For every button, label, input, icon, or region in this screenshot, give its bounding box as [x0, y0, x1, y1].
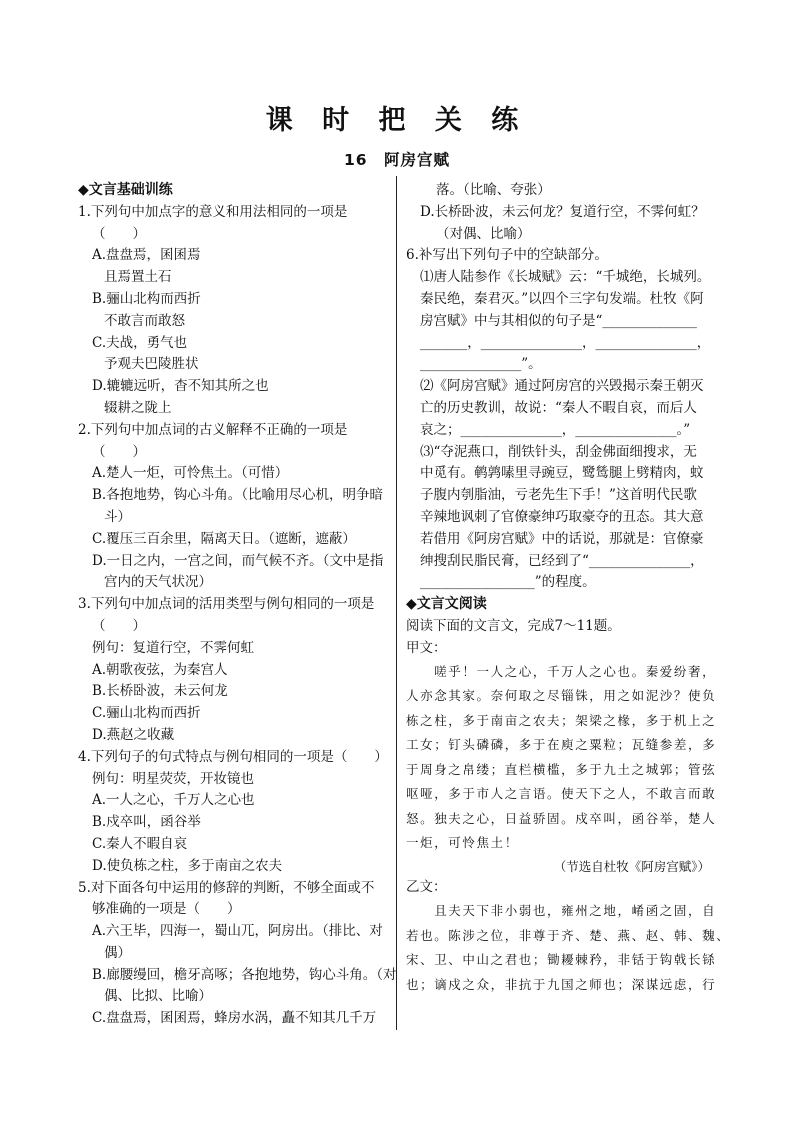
passage-line: 于周身之帛缕；直栏横槛，多于九土之城郭；管弦 — [406, 761, 717, 777]
text-line: C.覆压三百余里，隔离天日。（遮断，遮蔽） — [92, 530, 356, 547]
page-title: 课 时 把 关 练 — [265, 105, 529, 136]
text-line: 6.补写出下列句子中的空缺部分。 — [406, 247, 608, 264]
text-line: C.秦人不暇自哀 — [92, 835, 188, 852]
passage-line: 人亦念其家。奈何取之尽锱铢，用之如泥沙？使负 — [406, 688, 717, 704]
text-line: D.燕赵之收藏 — [92, 726, 175, 743]
text-line: 若借用《阿房宫赋》中的话说，那就是：官僚豪 — [420, 530, 704, 547]
right-column — [406, 180, 731, 997]
text-line: 子腹内刳脂油，亏老先生下手！”这首明代民歌 — [420, 487, 697, 504]
text-line: 不敢言而敢怒 — [104, 312, 185, 329]
passage-a — [406, 660, 724, 856]
text-line: （对偶、比喻） — [436, 225, 531, 242]
text-line: 2.下列句中加点词的古义解释不正确的一项是 — [78, 421, 348, 438]
text-line: 甲文： — [406, 639, 447, 656]
text-line: D.一日之内，一宫之间，而气候不齐。（文中是指 — [92, 552, 384, 569]
text-line: B.骊山北构而西折 — [92, 290, 201, 307]
text-line: （ ） — [92, 443, 146, 460]
passage-line: 且夫天下非小弱也，雍州之地，崤函之固，自 — [406, 903, 717, 919]
passage-line: 一炬，可怜焦土！ — [406, 835, 519, 851]
text-line: C.夫战，勇气也 — [92, 334, 188, 351]
text-line: C.盘盘焉，囷囷焉，蜂房水涡，矗不知其几千万 — [92, 1010, 377, 1027]
text-line: 宫内的天气状况） — [104, 574, 212, 591]
passage-b-label: 乙文： — [406, 879, 447, 896]
text-line: ⑵《阿房宫赋》通过阿房宫的兴毁揭示秦王朝灭 — [420, 378, 704, 395]
text-line: 哀之；_______________，_______________。” — [420, 421, 691, 438]
passage-line: 宋、卫、中山之君也；锄耰棘矜，非铦于钩戟长铩 — [406, 952, 717, 968]
passage-b — [406, 899, 731, 997]
text-line: A.楚人一炬，可怜焦土。（可惜） — [92, 465, 289, 482]
text-line: A.朝歌夜弦，为秦宫人 — [92, 661, 228, 678]
passage-line: 呕哑，多于市人之言语。使天下之人，不敢言而敢 — [406, 786, 717, 802]
text-line: A.六王毕，四海一，蜀山兀，阿房出。（排比、对 — [92, 923, 383, 940]
text-line: 斗） — [104, 508, 131, 525]
passage-line: 也；谪戍之众，非抗于九国之师也；深谋远虑，行 — [406, 976, 717, 992]
text-line: 例句：明星荧荧，开妆镜也 — [92, 770, 254, 787]
text-line: D.使负栋之柱，多于南亩之农夫 — [92, 857, 283, 874]
text-line: C.骊山北构而西折 — [92, 705, 201, 722]
passage-line: 若也。陈涉之位，非尊于齐、楚、燕、赵、韩、魏、 — [406, 927, 731, 943]
text-line: 房宫赋》中与其相似的句子是“______________ — [420, 312, 697, 329]
text-line: A.一人之心，千万人之心也 — [92, 792, 255, 809]
passage-line: 工女；钉头磷磷，多于在庾之粟粒；瓦缝参差，多 — [406, 737, 717, 753]
text-line: 中觅有。鹌鹑嗉里寻豌豆，鹭鸶腿上劈精肉，蚊 — [420, 465, 704, 482]
text-line: D.长桥卧波，未云何龙？复道行空，不霁何虹？ — [420, 203, 705, 220]
text-line: 且焉置土石 — [104, 269, 172, 286]
section-heading: ◆文言基础训练 — [78, 182, 173, 198]
text-line: B.各抱地势，钩心斗角。（比喻用尽心机，明争暗 — [92, 487, 383, 504]
text-line: 绅搜刮民脂民膏，已经到了“_______________， — [420, 552, 704, 569]
text-line: 1.下列句中加点字的意义和用法相同的一项是 — [78, 203, 348, 220]
text-line: 偶、比拟、比喻） — [104, 988, 212, 1005]
text-line: _________________”的程度。 — [420, 574, 596, 591]
text-line: B.长桥卧波，未云何龙 — [92, 683, 228, 700]
text-line: 亡的历史教训，故说：“秦人不暇自哀，而后人 — [420, 399, 697, 416]
text-line: 辍耕之陇上 — [104, 399, 172, 416]
text-line: ⑴唐人陆参作《长城赋》云：“千城绝，长城列。 — [420, 269, 711, 286]
text-line: A.盘盘焉，囷囷焉 — [92, 247, 201, 264]
text-line: 够准确的一项是（ ） — [92, 901, 241, 918]
text-line: D.辘辘远听，杳不知其所之也 — [92, 378, 269, 395]
text-line: ⑶“夺泥燕口，削铁针头，刮金佛面细搜求，无 — [420, 443, 697, 460]
text-line: B.廊腰缦回，檐牙高啄；各抱地势，钩心斗角。（对 — [92, 966, 397, 983]
text-line: （ ） — [92, 617, 146, 634]
passage-line: 栋之柱，多于南亩之农夫；架梁之椽，多于机上之 — [406, 712, 717, 728]
text-line: 落。（比喻、夸张） — [436, 182, 551, 198]
text-line: 阅读下面的文言文，完成7～11题。 — [406, 617, 621, 634]
text-line: 辛辣地讽刺了官僚豪绅巧取豪夺的丑态。其大意 — [420, 508, 704, 525]
passage-line: 怒。独夫之心，日益骄固。戍卒叫，函谷举，楚人 — [406, 810, 717, 826]
text-line: 例句：复道行空，不霁何虹 — [92, 639, 254, 656]
text-line: B.戍卒叫，函谷举 — [92, 814, 201, 831]
column-divider — [396, 176, 397, 1030]
text-line: 予观夫巴陵胜状 — [104, 356, 199, 373]
section-heading: ◆文言文阅读 — [406, 596, 487, 613]
passage-a-source: （节选自杜牧《阿房宫赋》） — [553, 858, 710, 874]
text-line: _______，_______________，_______________， — [420, 334, 711, 351]
left-column — [78, 180, 397, 1030]
text-line: 5.对下面各句中运用的修辞的判断，不够全面或不 — [78, 879, 375, 896]
text-line: 3.下列句中加点词的活用类型与例句相同的一项是 — [78, 596, 375, 613]
passage-line: 嗟乎！一人之心，千万人之心也。秦爱纷奢， — [406, 663, 717, 679]
lesson-title: 16 阿房宫赋 — [343, 151, 451, 169]
text-line: 4.下列句子的句式特点与例句相同的一项是（ ） — [78, 748, 388, 765]
text-line: 秦民绝，秦君灭。”以四个三字句发端。杜牧《阿 — [420, 290, 704, 307]
text-line: 偶） — [104, 944, 131, 961]
text-line: _______________”。 — [420, 356, 542, 373]
text-line: （ ） — [92, 225, 146, 242]
